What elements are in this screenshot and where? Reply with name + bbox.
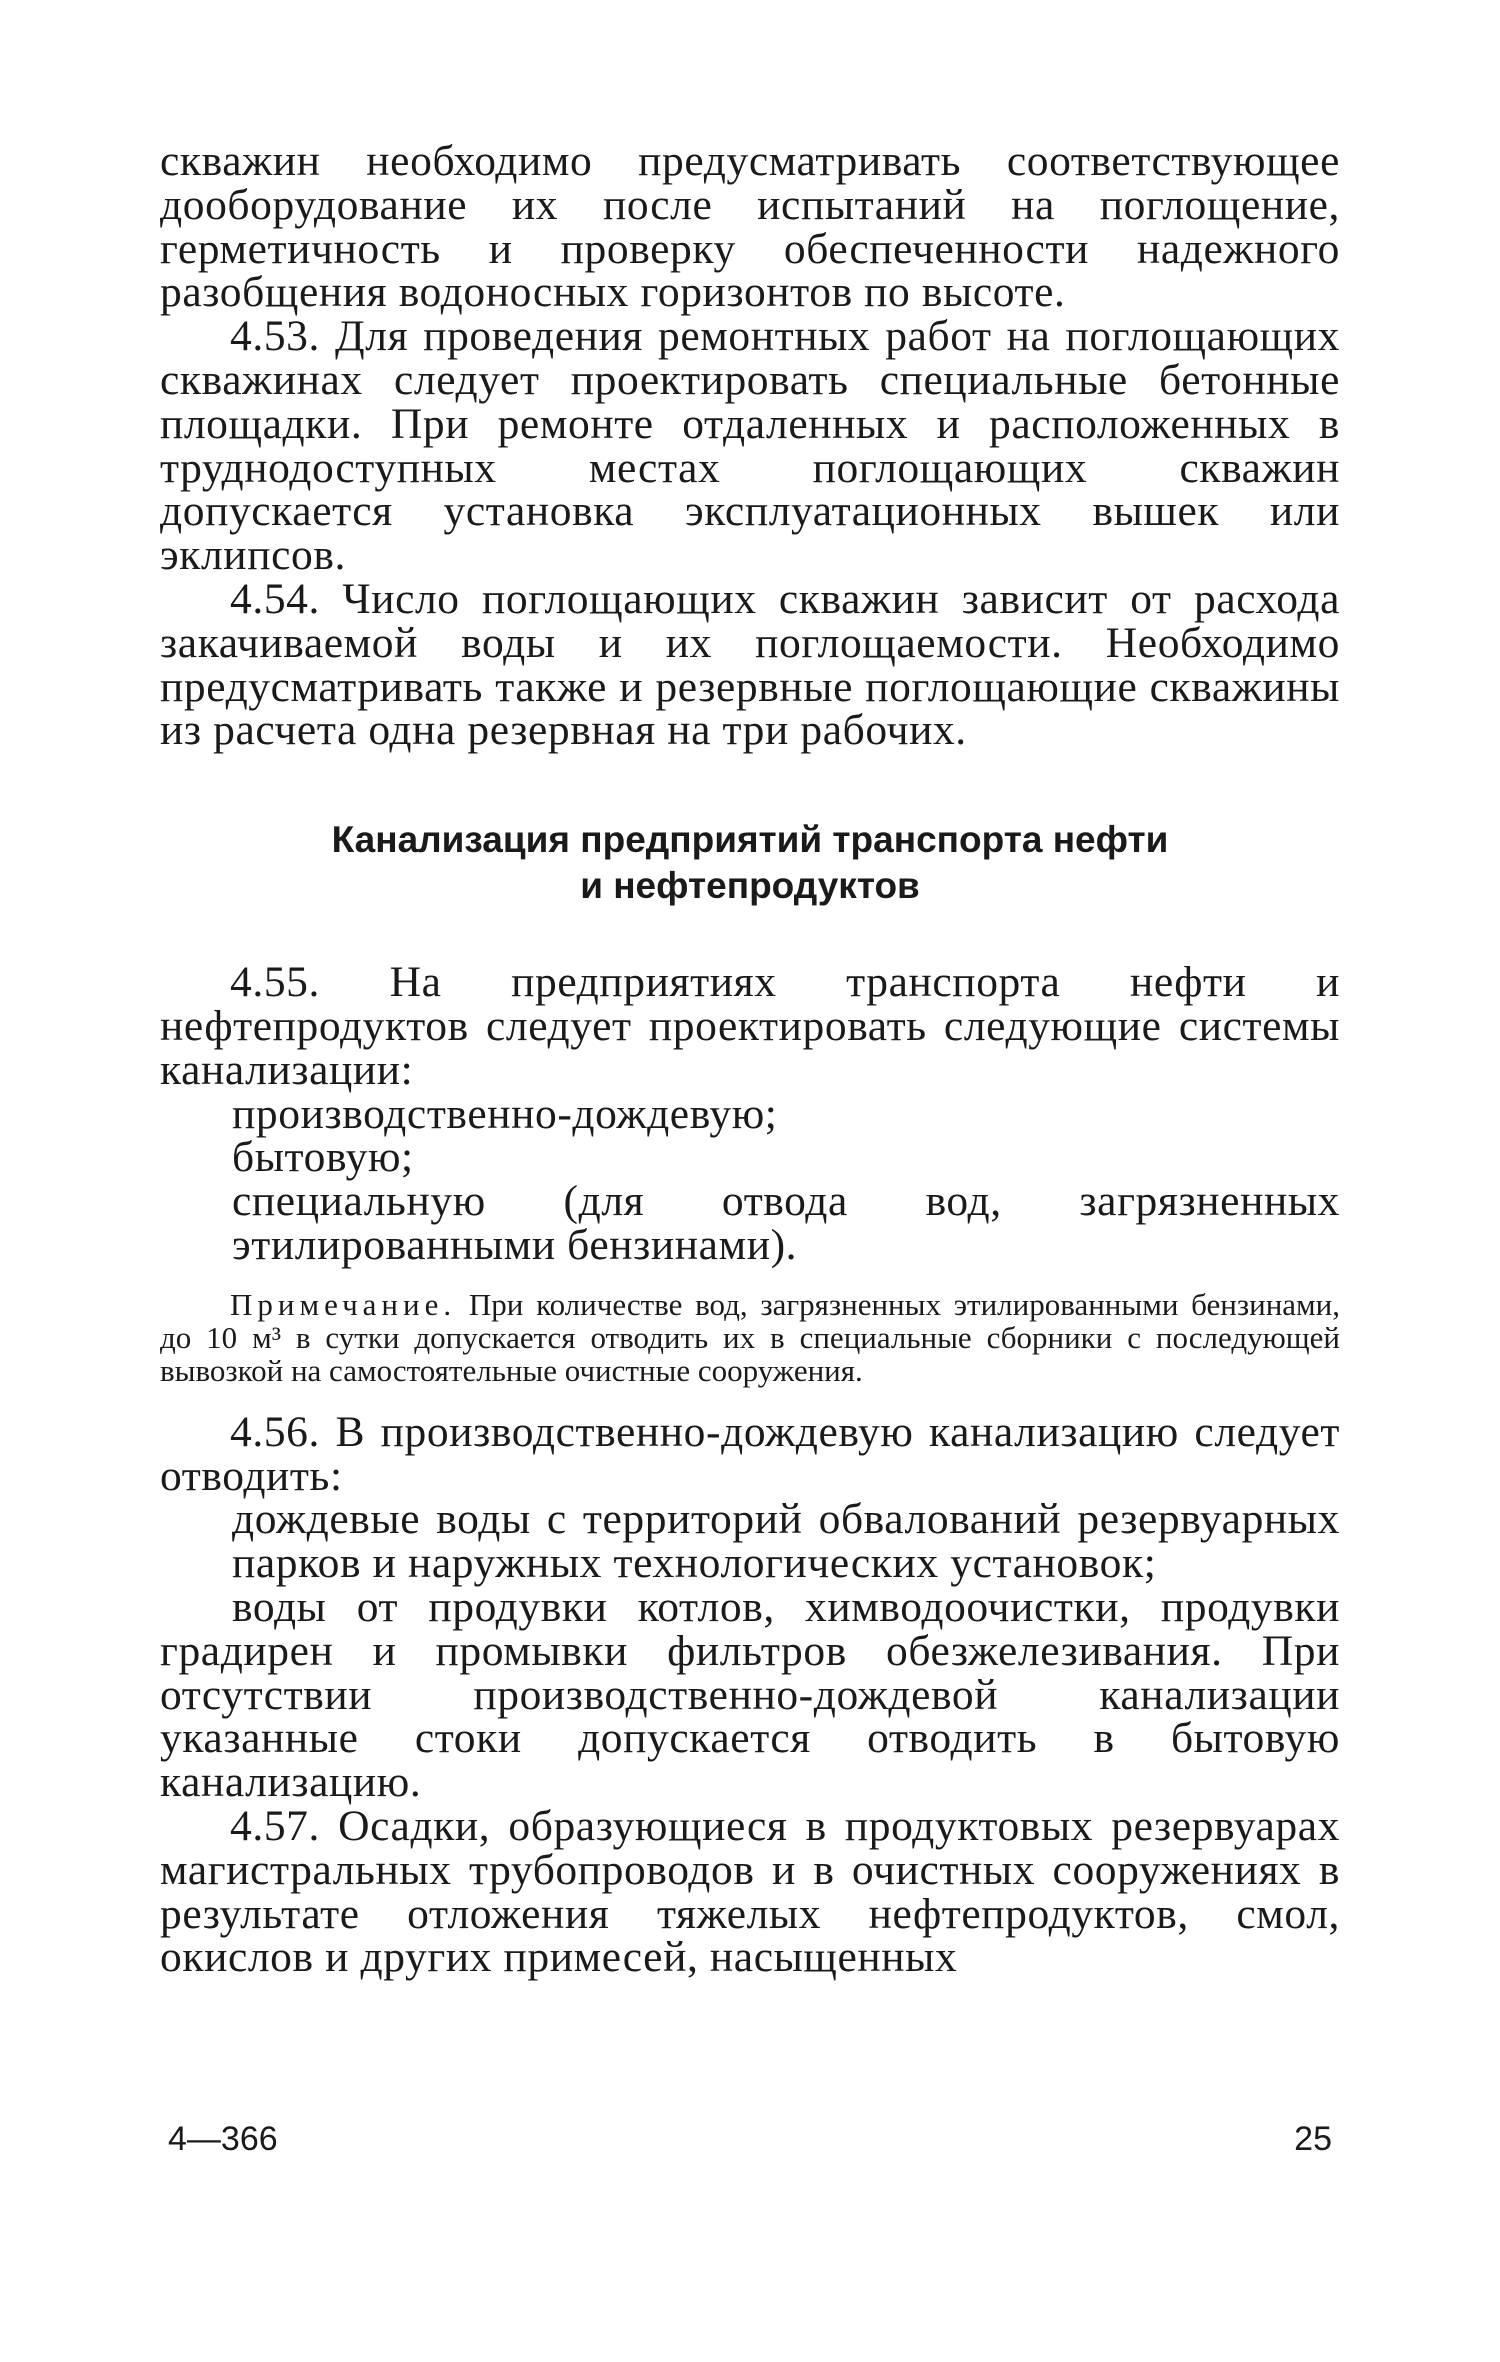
paragraph-4-57: 4.57. Осадки, образующиеся в продуктовых резервуарах магистральных трубопроводов и в очистных сооружениях в результате отложения тяжелых нефтепродуктов, смол, окислов и других примесей, насыщенных [160, 1801, 1340, 1982]
section-heading-line2: и нефтепродуктов [580, 865, 920, 907]
list-item: воды от продувки котлов, химводоочистки, продувки градирен и промывки фильтров обезжелезивания. При отсутствии производственно-дождевой канализации указанные стоки допускается отводить в бытовую канализацию. [160, 1582, 1340, 1807]
note-text: При количестве вод, загрязненных этилированными бензинами, до 10 м³ в сутки допускается отводить их в специальные сборники с последующей вывозкой на самостоятельные очистные сооружения. [160, 1286, 1341, 1388]
paragraph-4-54: 4.54. Число поглощающих скважин зависит от расхода закачиваемой воды и их поглощаемости. Необходимо предусматривать также и резервные поглощающие скважины из расчета одна резервная на три рабочих. [160, 574, 1340, 755]
list-item: производственно-дождевую; [232, 1089, 778, 1138]
note [160, 1288, 1340, 1387]
list-item: дождевые воды с территорий обвалований резервуарных парков и наружных технологических установок; [232, 1495, 1340, 1588]
paragraph-4-55: 4.55. На предприятиях транспорта нефти и нефтепродуктов следует проектировать следующие системы канализации: [160, 958, 1340, 1094]
section-heading-line1: Канализация предприятий транспорта нефти [331, 819, 1169, 861]
list-item: специальную (для отвода вод, загрязненных этилированными бензинами). [232, 1177, 1340, 1269]
list-item: бытовую; [232, 1133, 414, 1182]
page-body [160, 137, 1341, 1982]
paragraph-4-53: 4.53. Для проведения ремонтных работ на поглощающих скважинах следует проектировать специальные бетонные площадки. При ремонте отдаленных и расположенных в труднодоступных местах поглощающих скважин допускается установка эксплуатационных вышек или эклипсов. [160, 312, 1340, 580]
paragraph-4-56: 4.56. В производственно-дождевую канализацию следует отводить: [160, 1407, 1340, 1500]
note-label: Примечание. [230, 1286, 457, 1322]
section-heading [160, 817, 1340, 909]
page-number: 25 [1294, 2120, 1332, 2158]
print-signature: 4—366 [168, 2120, 278, 2158]
paragraph-continuation: скважин необходимо предусматривать соответствующее дооборудование их после испытаний на поглощение, герметичность и проверку обеспеченности надежного разобщения водоносных горизонтов по высоте. [160, 137, 1340, 317]
